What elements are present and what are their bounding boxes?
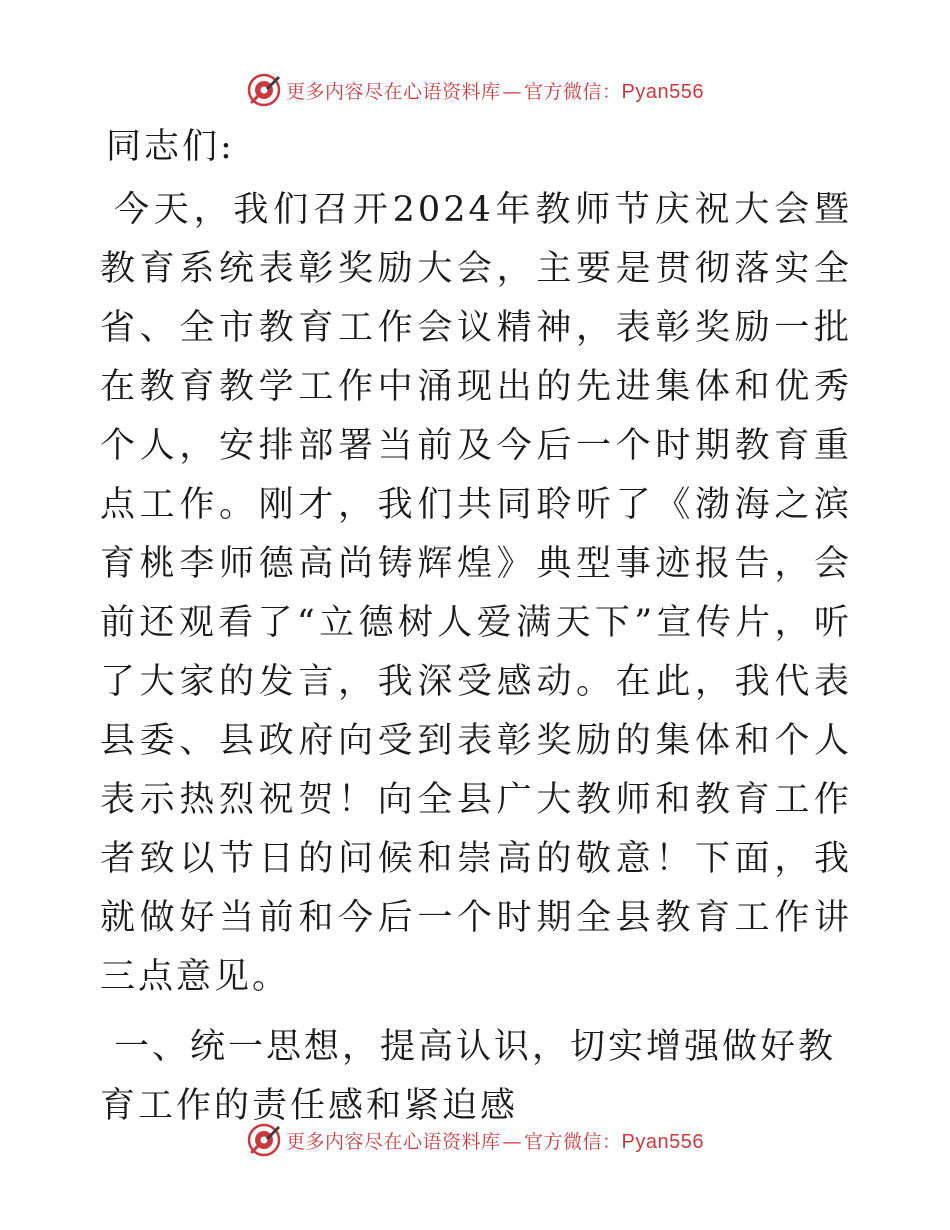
greeting: 同志们: xyxy=(106,127,235,167)
pen-logo-icon xyxy=(246,72,282,108)
watermark-text xyxy=(286,1127,704,1154)
document-body xyxy=(100,118,852,1136)
section-heading: 一、统一思想，提高认识，切实增强做好教育工作的责任感和紧迫感 xyxy=(100,1027,837,1126)
watermark-wechat-label: 官方微信： xyxy=(524,80,622,103)
watermark-site-text: 更多内容尽在心语资料库 xyxy=(286,80,501,103)
watermark-wechat-label: 官方微信： xyxy=(524,1130,622,1153)
watermark-separator: — xyxy=(502,1130,523,1153)
watermark-wechat-id: Pyan556 xyxy=(621,80,704,103)
watermark-separator: — xyxy=(502,80,523,103)
watermark-wechat-id: Pyan556 xyxy=(621,1130,704,1153)
watermark-banner-bottom xyxy=(0,1120,950,1160)
watermark-text xyxy=(286,77,704,104)
pen-logo-icon xyxy=(246,1122,282,1158)
watermark-banner-top xyxy=(0,70,950,110)
body-paragraph: 今天，我们召开2024年教师节庆祝大会暨教育系统表彰奖励大会，主要是贯彻落实全省、全市教育工作会议精神，表彰奖励一批在教育教学工作中涌现出的先进集体和优秀个人，安排部署当前及今后一个时期教育重点工作。刚才，我们共同聆听了《渤海之滨育桃李师德高尚铸辉煌》典型事迹报告，会前还观看了“立德树人爱满天下”宣传片，听了大家的发言，我深受感动。在此，我代表县委、县政府向受到表彰奖励的集体和个人表示热烈祝贺！向全县广大教师和教育工作者致以节日的问候和崇高的敬意！下面，我就做好当前和今后一个时期全县教育工作讲三点意见。 xyxy=(100,190,852,997)
watermark-site-text: 更多内容尽在心语资料库 xyxy=(286,1130,501,1153)
